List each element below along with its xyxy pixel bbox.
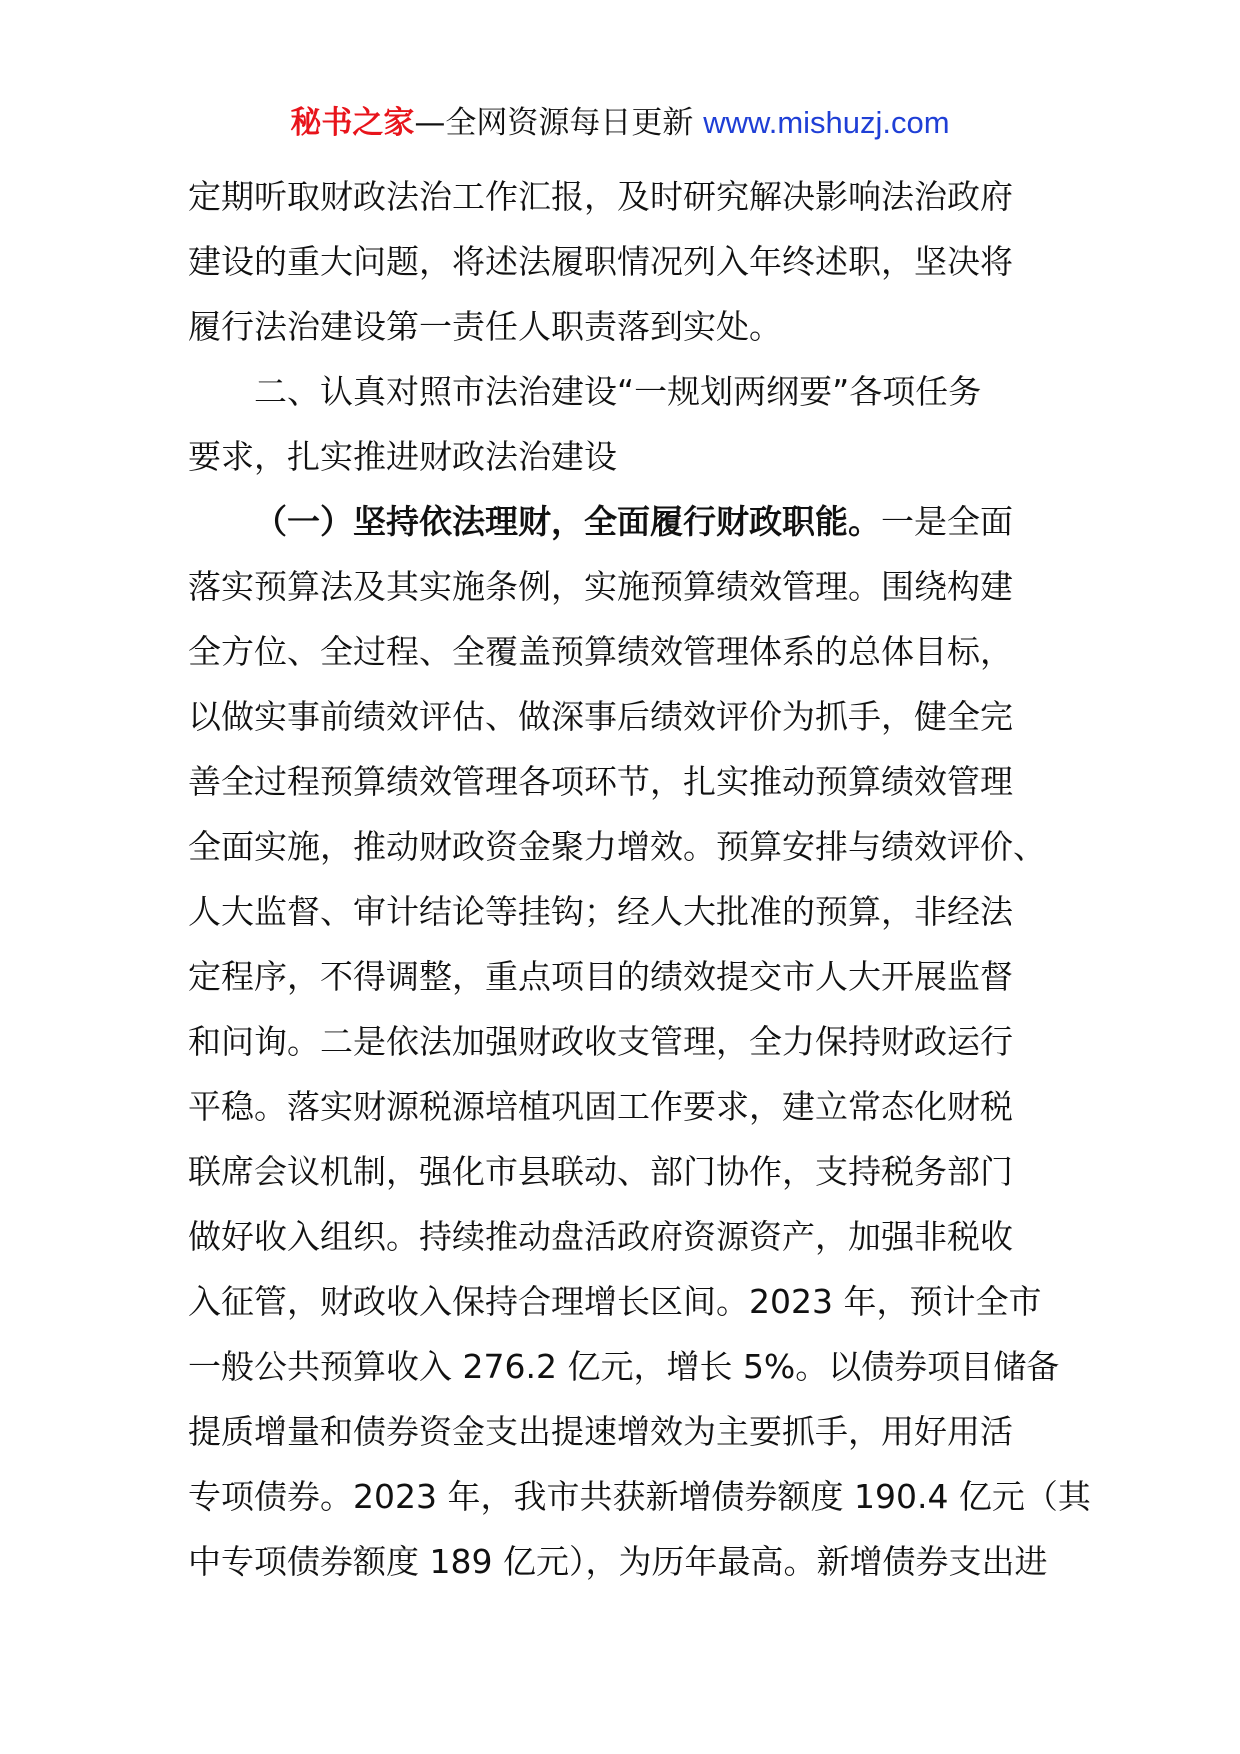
body-line: 全方位、全过程、全覆盖预算绩效管理体系的总体目标， [188, 632, 1013, 671]
body-line: 定程序，不得调整，重点项目的绩效提交市人大开展监督 [188, 957, 1013, 996]
body-line: 以做实事前绩效评估、做深事后绩效评价为抓手，健全完 [188, 697, 1013, 736]
body-line: 定期听取财政法治工作汇报，及时研究解决影响法治政府 [188, 177, 1013, 216]
body-line: 中专项债券额度 189 亿元），为历年最高。新增债券支出进 [188, 1542, 1048, 1581]
body-line: 履行法治建设第一责任人职责落到实处。 [188, 307, 782, 346]
body-line: 全面实施，推动财政资金聚力增效。预算安排与绩效评价、 [188, 827, 1046, 866]
body-line: 平稳。落实财源税源培植巩固工作要求，建立常态化财税 [188, 1087, 1013, 1126]
body-line: 入征管，财政收入保持合理增长区间。2023 年，预计全市 [188, 1282, 1042, 1321]
subsection-heading: （一）坚持依法理财，全面履行财政职能。 [254, 502, 881, 541]
site-header [0, 100, 1240, 146]
body-line: 联席会议机制，强化市县联动、部门协作，支持税务部门 [188, 1152, 1013, 1191]
body-line: 落实预算法及其实施条例，实施预算绩效管理。围绕构建 [188, 567, 1013, 606]
body-line: 提质增量和债券资金支出提速增效为主要抓手，用好用活 [188, 1412, 1013, 1451]
brand-name: 秘书之家 [290, 105, 415, 141]
body-line: 专项债券。2023 年，我市共获新增债券额度 190.4 亿元（其 [188, 1477, 1091, 1516]
subsection-line [188, 489, 1078, 554]
body-line: 善全过程预算绩效管理各项环节，扎实推动预算绩效管理 [188, 762, 1013, 801]
body-line: 建设的重大问题，将述法履职情况列入年终述职，坚决将 [188, 242, 1013, 281]
site-url-link[interactable]: www.mishuzj.com [703, 105, 950, 140]
body-line: 人大监督、审计结论等挂钩；经人大批准的预算，非经法 [188, 892, 1013, 931]
body-line: 做好收入组织。持续推动盘活政府资源资产，加强非税收 [188, 1217, 1013, 1256]
section-heading-continued: 要求，扎实推进财政法治建设 [188, 437, 617, 476]
body-line: 一般公共预算收入 276.2 亿元，增长 5%。以债券项目储备 [188, 1347, 1060, 1386]
section-heading: 二、认真对照市法治建设“一规划两纲要”各项任务 [254, 372, 982, 411]
header-tagline: —全网资源每日更新 [414, 105, 704, 141]
body-line: 和问询。二是依法加强财政收支管理，全力保持财政运行 [188, 1022, 1013, 1061]
document-body [188, 164, 1091, 1594]
subsection-lead-text: 一是全面 [881, 502, 1013, 541]
